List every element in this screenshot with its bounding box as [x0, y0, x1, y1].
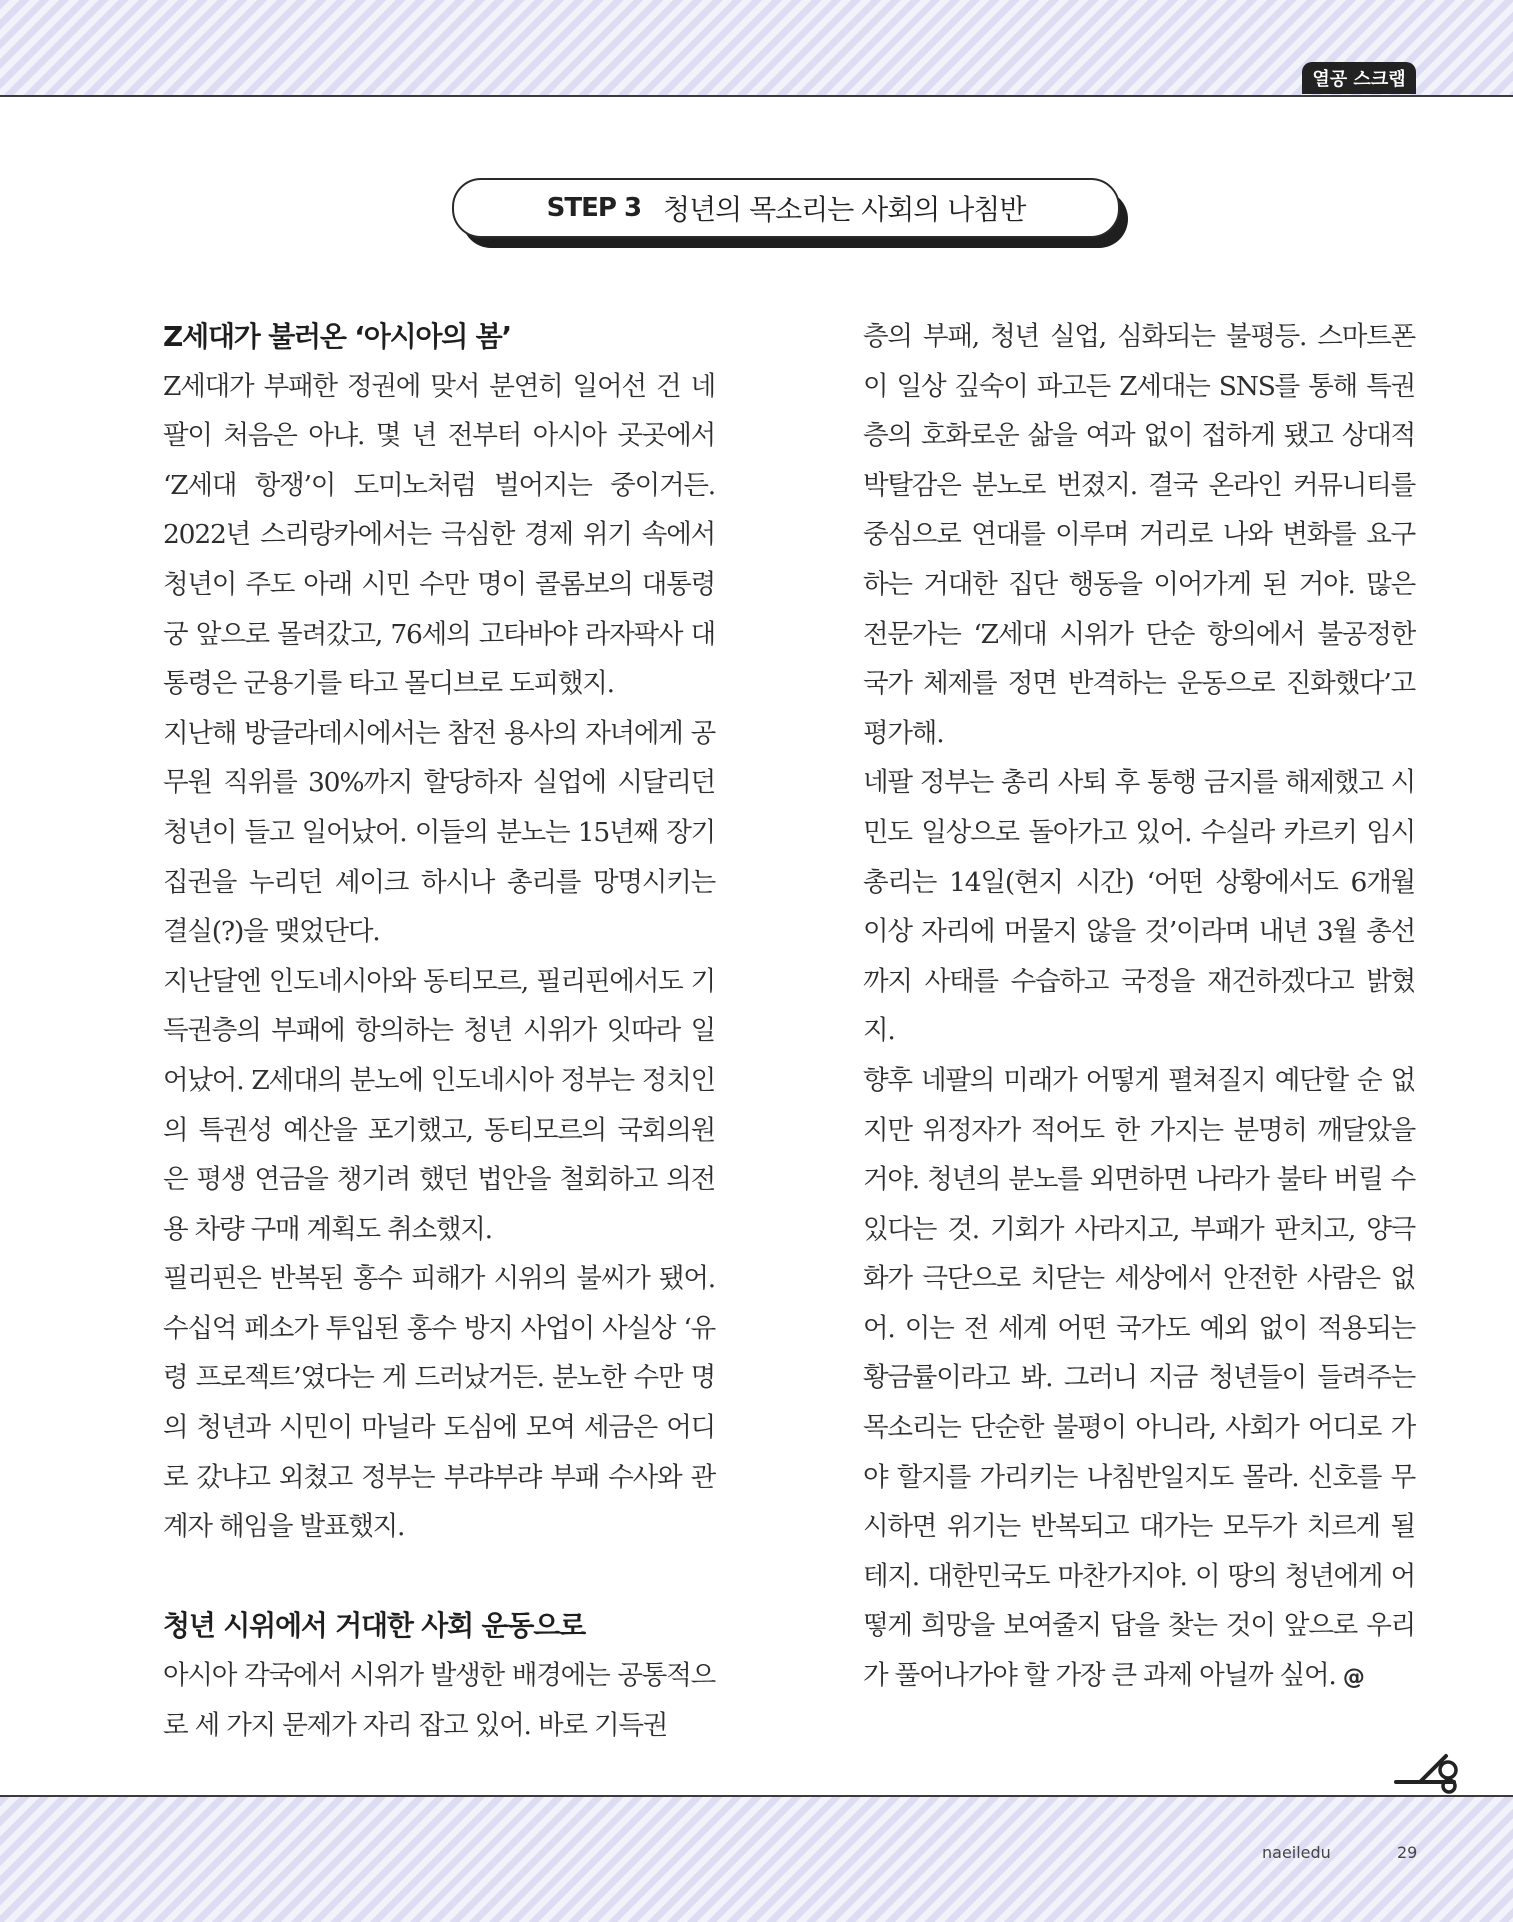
- left-column: [163, 312, 715, 1750]
- right-column: [863, 312, 1415, 1703]
- paragraph: [863, 1056, 1415, 1703]
- paragraph: Z세대가 부패한 정권에 맞서 분연히 일어선 건 네팔이 처음은 아냐. 몇 년 전부터 아시아 곳곳에서 ‘Z세대 항쟁’이 도미노처럼 벌어지는 중이거든. 2022년 스리랑카에서는 극심한 경제 위기 속에서 청년이 주도 아래 시민 수만 명이 콜롬보의 대통령궁 앞으로 몰려갔고, 76세의 고타바야 라자팍사 대통령은 군용기를 타고 몰디브로 도피했지.: [163, 370, 715, 700]
- section-tag: 열공 스크랩: [1302, 62, 1416, 94]
- scissors-icon: [1392, 1748, 1464, 1794]
- paragraph-text: 향후 네팔의 미래가 어떻게 펼쳐질지 예단할 순 없지만 위정자가 적어도 한 가지는 분명히 깨달았을 거야. 청년의 분노를 외면하면 나라가 불타 버릴 수 있다는 것. 기회가 사라지고, 부패가 판치고, 양극화가 극단으로 치닫는 세상에서 안전한 사람은 없어. 이는 전 세계 어떤 국가도 예외 없이 적용되는 황금률이라고 봐. 그러니 지금 청년들이 들려주는 목소리는 단순한 불평이 아니라, 사회가 어디로 가야 할지를 가리키는 나침반일지도 몰라. 신호를 무시하면 위기는 반복되고 대가는 모두가 치르게 될 테지. 대한민국도 마찬가지야. 이 땅의 청년에게 어떻게 희망을 보여줄지 답을 찾는 것이 앞으로 우리가 풀어나가야 할 가장 큰 과제 아닐까 싶어.: [863, 1064, 1415, 1692]
- spacer: [163, 1552, 715, 1602]
- paragraph: 네팔 정부는 총리 사퇴 후 통행 금지를 해제했고 시민도 일상으로 돌아가고 있어. 수실라 카르키 임시 총리는 14일(현지 시간) ‘어떤 상황에서도 6개월 이상 자리에 머물지 않을 것’이라며 내년 3월 총선까지 사태를 수습하고 국정을 재건하겠다고 밝혔지.: [863, 767, 1415, 1047]
- step-label: STEP 3: [546, 193, 642, 223]
- top-stripe-band: [0, 0, 1513, 97]
- page-number: 29: [1397, 1843, 1418, 1862]
- section-heading: Z세대가 불러온 ‘아시아의 봄’: [163, 320, 511, 353]
- step-title: 청년의 목소리는 사회의 나침반: [663, 193, 1026, 226]
- end-mark: @: [1342, 1665, 1364, 1691]
- paragraph: 지난달엔 인도네시아와 동티모르, 필리핀에서도 기득권층의 부패에 항의하는 청년 시위가 잇따라 일어났어. Z세대의 분노에 인도네시아 정부는 정치인의 특권성 예산을 포기했고, 동티모르의 국회의원은 평생 연금을 챙기려 했던 법안을 철회하고 의전용 차량 구매 계획도 취소했지.: [163, 965, 715, 1245]
- paragraph: 층의 부패, 청년 실업, 심화되는 불평등. 스마트폰이 일상 깊숙이 파고든 Z세대는 SNS를 통해 특권층의 호화로운 삶을 여과 없이 접하게 됐고 상대적 박탈감은 분노로 번졌지. 결국 온라인 커뮤니티를 중심으로 연대를 이루며 거리로 나와 변화를 요구하는 거대한 집단 행동을 이어가게 된 거야. 많은 전문가는 ‘Z세대 시위가 단순 항의에서 불공정한 국가 체제를 정면 반격하는 운동으로 진화했다’고 평가해.: [863, 321, 1415, 749]
- step-banner: [452, 178, 1120, 238]
- section-heading: 청년 시위에서 거대한 사회 운동으로: [163, 1609, 585, 1643]
- footer-brand: naeiledu: [1262, 1843, 1331, 1862]
- paragraph: 아시아 각국에서 시위가 발생한 배경에는 공통적으로 세 가지 문제가 자리 잡고 있어. 바로 기득권: [163, 1660, 715, 1741]
- paragraph: 지난해 방글라데시에서는 참전 용사의 자녀에게 공무원 직위를 30%까지 할당하자 실업에 시달리던 청년이 들고 일어났어. 이들의 분노는 15년째 장기 집권을 누리던 셰이크 하시나 총리를 망명시키는 결실(?)을 맺었단다.: [163, 717, 715, 948]
- paragraph: 필리핀은 반복된 홍수 피해가 시위의 불씨가 됐어. 수십억 페소가 투입된 홍수 방지 사업이 사실상 ‘유령 프로젝트’였다는 게 드러났거든. 분노한 수만 명의 청년과 시민이 마닐라 도심에 모여 세금은 어디로 갔냐고 외쳤고 정부는 부랴부랴 부패 수사와 관계자 해임을 발표했지.: [163, 1263, 715, 1543]
